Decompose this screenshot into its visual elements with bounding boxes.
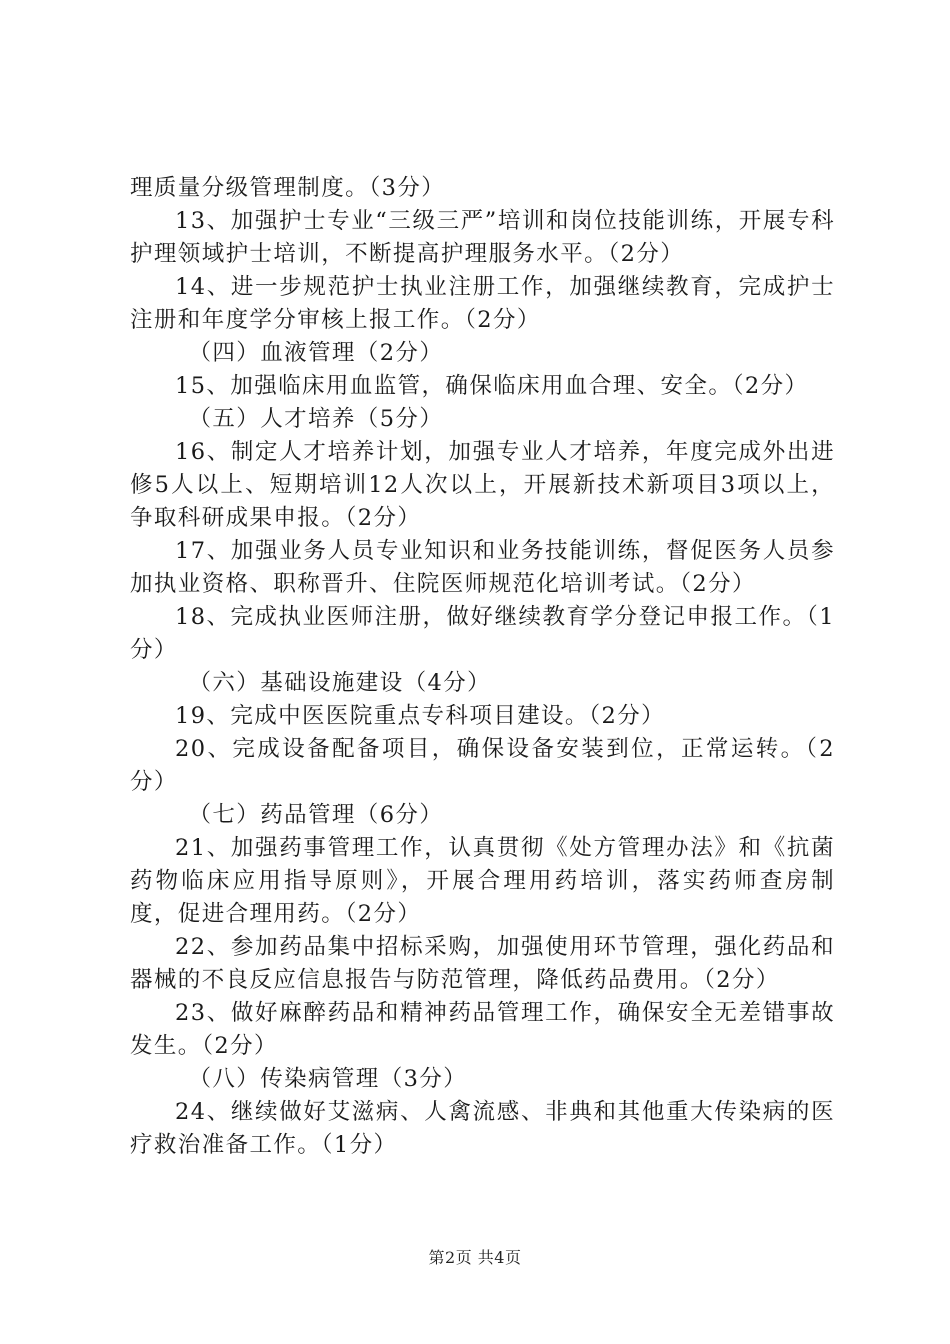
paragraph-item-23: 23、做好麻醉药品和精神药品管理工作，确保安全无差错事故发生。（2分） [130, 1000, 835, 1059]
document-body [130, 172, 835, 1162]
section-heading-infrastructure: （六）基础设施建设（4分） [188, 670, 492, 696]
paragraph-item-17: 17、加强业务人员专业知识和业务技能训练，督促医务人员参加执业资格、职称晋升、住院医师规范化培训考试。（2分） [130, 538, 835, 597]
paragraph-item-22: 22、参加药品集中招标采购，加强使用环节管理，强化药品和器械的不良反应信息报告与防范管理，降低药品费用。（2分） [130, 934, 835, 993]
section-heading-infectious-disease: （八）传染病管理（3分） [188, 1066, 468, 1092]
paragraph-item-14: 14、进一步规范护士执业注册工作，加强继续教育，完成护士注册和年度学分审核上报工作。（2分） [130, 274, 835, 333]
paragraph-item-19: 19、完成中医医院重点专科项目建设。（2分） [175, 703, 665, 729]
section-heading-drugs: （七）药品管理（6分） [188, 802, 444, 828]
paragraph-item-15: 15、加强临床用血监管，确保临床用血合理、安全。（2分） [175, 373, 809, 399]
paragraph-item-16: 16、制定人才培养计划，加强专业人才培养，年度完成外出进修5人以上、短期培训12人次以上，开展新技术新项目3项以上，争取科研成果申报。（2分） [130, 439, 835, 531]
paragraph-item-13: 13、加强护士专业“三级三严”培训和岗位技能训练，开展专科护理领域护士培训，不断提高护理服务水平。（2分） [130, 208, 835, 267]
paragraph-item-18: 18、完成执业医师注册，做好继续教育学分登记申报工作。（1分） [130, 604, 835, 663]
section-heading-blood: （四）血液管理（2分） [188, 340, 444, 366]
page-footer: 第2页 共4页 [428, 1248, 522, 1267]
paragraph-item-24: 24、继续做好艾滋病、人禽流感、非典和其他重大传染病的医疗救治准备工作。（1分） [130, 1099, 835, 1158]
paragraph-continuation: 理质量分级管理制度。（3分） [130, 175, 446, 201]
paragraph-item-21: 21、加强药事管理工作，认真贯彻《处方管理办法》和《抗菌药物临床应用指导原则》，开展合理用药培训，落实药师查房制度，促进合理用药。（2分） [130, 835, 835, 927]
section-heading-talent: （五）人才培养（5分） [188, 406, 444, 432]
paragraph-item-20: 20、完成设备配备项目，确保设备安装到位，正常运转。（2分） [130, 736, 835, 795]
